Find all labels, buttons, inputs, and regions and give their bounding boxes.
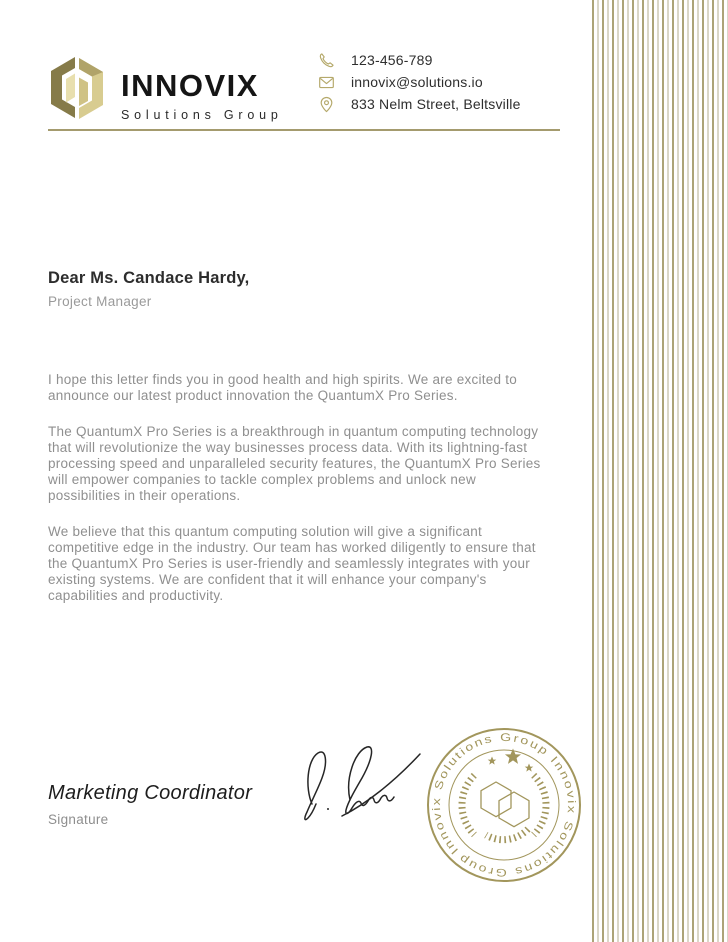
salutation: Dear Ms. Candace Hardy, — [48, 269, 250, 287]
company-stamp — [426, 727, 582, 883]
company-logo — [48, 56, 283, 122]
paragraph-3: We believe that this quantum computing solution will give a significant competitive edge in the industry. Our team has worked diligently to ensure that the QuantumX Pro Series is user-friendly and seamlessly integrates with your existing systems. We are confident that it will enhance your company's capabilities and productivity. — [48, 524, 536, 603]
wordmark — [121, 56, 283, 122]
contact-list — [318, 49, 521, 115]
location-icon — [318, 96, 335, 113]
header-divider — [48, 129, 560, 131]
letter-body — [48, 372, 544, 624]
paragraph-2: The QuantumX Pro Series is a breakthrough in quantum computing technology that will revolutionize the way businesses process data. With its lightning-fast processing speed and unparalleled security features, the QuantumX Pro Series will empower companies to tackle complex problems and unlock new possibilities in their operations. — [48, 424, 541, 503]
signature-label: Signature — [48, 812, 109, 827]
email-row — [318, 71, 521, 93]
stamp-ring-text: Innovix Solutions Group Innovix Solutions Group — [430, 731, 578, 879]
phone-icon — [318, 52, 335, 69]
phone-row — [318, 49, 521, 71]
brand-name: INNOVIX — [121, 68, 259, 103]
pinstripe-pattern — [592, 0, 728, 942]
recipient-title: Project Manager — [48, 294, 152, 309]
svg-text:Innovix Solutions Group — [431, 732, 577, 879]
stamp-cube-icon — [481, 782, 529, 827]
brand-tagline: Solutions Group — [121, 108, 283, 122]
hexagon-cube-logo-icon — [48, 56, 106, 120]
paragraph-1: I hope this letter finds you in good health and high spirits. We are excited to announce our latest product innovation the QuantumX Pro Series. — [48, 372, 518, 403]
email-icon — [318, 74, 335, 91]
email-address: innovix@solutions.io — [351, 74, 483, 90]
address-text: 833 Nelm Street, Beltsville — [351, 96, 521, 112]
phone-number: 123-456-789 — [351, 52, 433, 68]
signature-scribble — [298, 740, 433, 835]
sender-role: Marketing Coordinator — [48, 782, 253, 804]
address-row — [318, 93, 521, 115]
laurel-branches-icon — [462, 775, 546, 839]
stars-icon — [488, 749, 534, 772]
